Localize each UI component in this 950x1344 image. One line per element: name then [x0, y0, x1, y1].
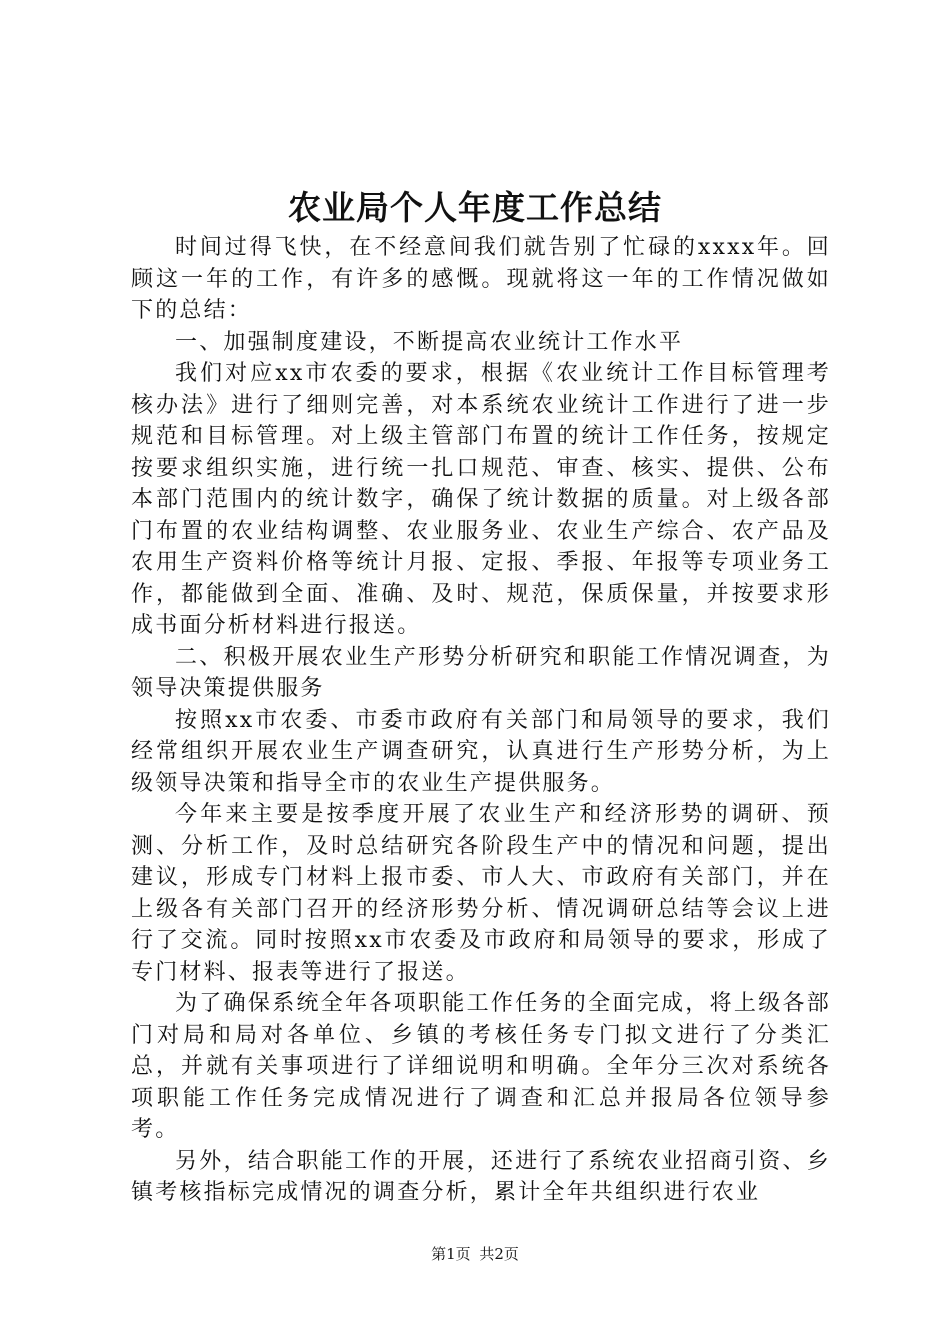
paragraph: 另外，结合职能工作的开展，还进行了系统农业招商引资、乡镇考核指标完成情况的调查分析，累计全年共组织进行农业 — [131, 1148, 831, 1205]
paragraph: 为了确保系统全年各项职能工作任务的全面完成，将上级各部门对局和局对各单位、乡镇的考核任务专门拟文进行了分类汇总，并就有关事项进行了详细说明和明确。全年分三次对系统各项职能工作任务完成情况进行了调查和汇总并报局各位领导参考。 — [131, 991, 831, 1142]
page-footer — [0, 1244, 950, 1264]
paragraph: 按照xx市农委、市委市政府有关部门和局领导的要求，我们经常组织开展农业生产调查研究，认真进行生产形势分析，为上级领导决策和指导全市的农业生产提供服务。 — [131, 707, 831, 796]
paragraph-intro: 时间过得飞快，在不经意间我们就告别了忙碌的xxxx年。回顾这一年的工作，有许多的感慨。现就将这一年的工作情况做如下的总结： — [131, 235, 831, 323]
section-heading-2: 二、积极开展农业生产形势分析研究和职能工作情况调查，为领导决策提供服务 — [131, 644, 831, 701]
page-number: 第1页 — [431, 1245, 471, 1263]
paragraph: 今年来主要是按季度开展了农业生产和经济形势的调研、预测、分析工作，及时总结研究各阶段生产中的情况和问题，提出建议，形成专门材料上报市委、市人大、市政府有关部门，并在上级各有关部门召开的经济形势分析、情况调研总结等会议上进行了交流。同时按照xx市农委及市政府和局领导的要求，形成了专门材料、报表等进行了报送。 — [131, 802, 831, 985]
section-heading-1: 一、加强制度建设，不断提高农业统计工作水平 — [175, 329, 684, 355]
document-title: 农业局个人年度工作总结 — [288, 188, 662, 227]
paragraph: 我们对应xx市农委的要求，根据《农业统计工作目标管理考核办法》进行了细则完善，对本系统农业统计工作进行了进一步规范和目标管理。对上级主管部门布置的统计工作任务，按规定按要求组织实施，进行统一扎口规范、审查、核实、提供、公布本部门范围内的统计数字，确保了统计数据的质量。对上级各部门布置的农业结构调整、农业服务业、农业生产综合、农产品及农用生产资料价格等统计月报、定报、季报、年报等专项业务工作，都能做到全面、准确、及时、规范，保质保量，并按要求形成书面分析材料进行报送。 — [131, 361, 831, 638]
document-body — [131, 232, 831, 1209]
page-total: 共2页 — [479, 1245, 519, 1263]
